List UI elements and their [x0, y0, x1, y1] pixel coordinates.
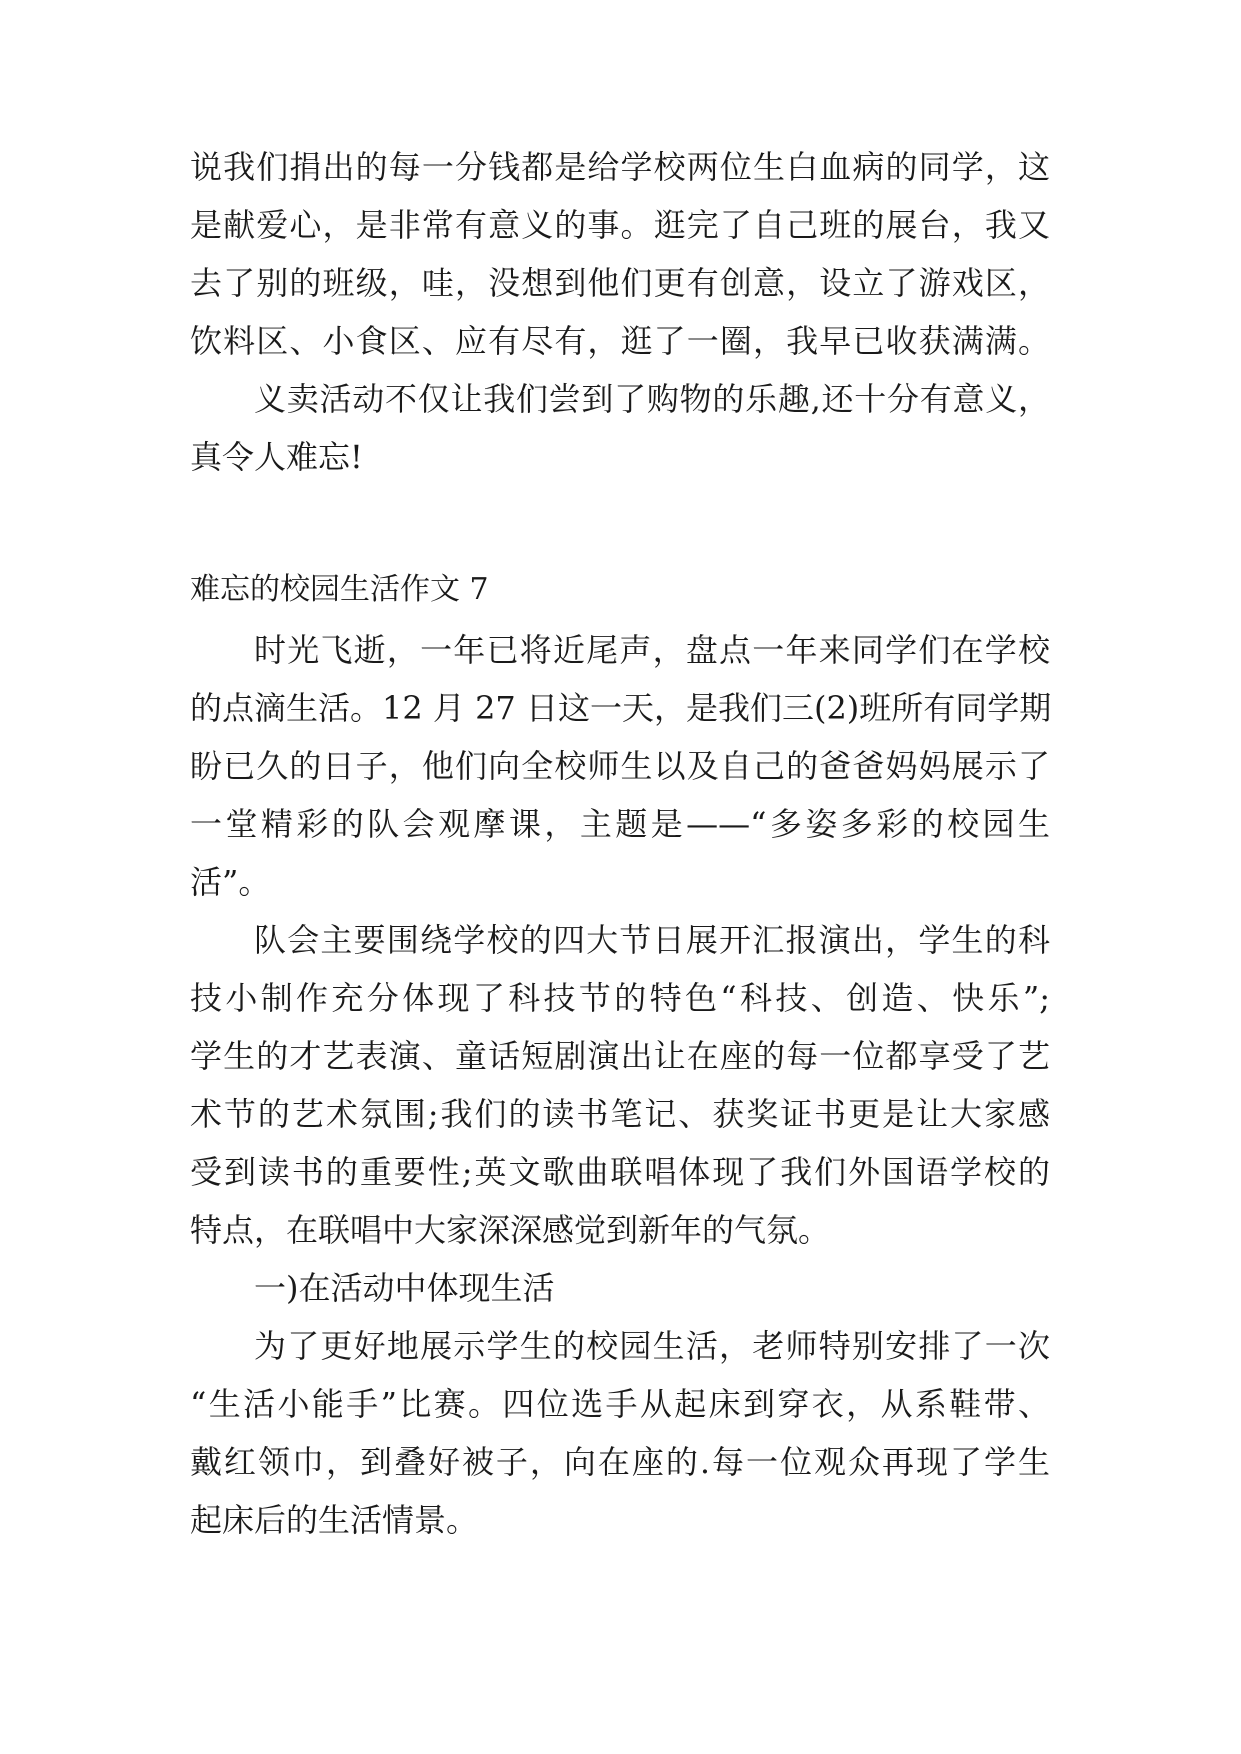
text-line: 活”。 — [190, 863, 271, 901]
text-line: 说我们捐出的每一分钱都是给学校两位生白血病的同学，这 — [190, 148, 1050, 186]
text-line: 饮料区、小食区、应有尽有，逛了一圈，我早已收获满满。 — [190, 322, 1050, 360]
sub-heading: 一)在活动中体现生活 — [254, 1269, 555, 1307]
text-line: 队会主要围绕学校的四大节日展开汇报演出，学生的科 — [254, 921, 1050, 959]
text-line: “生活小能手”比赛。四位选手从起床到穿衣，从系鞋带、 — [190, 1385, 1050, 1423]
text-line: 受到读书的重要性;英文歌曲联唱体现了我们外国语学校的 — [190, 1153, 1050, 1191]
text-line: 义卖活动不仅让我们尝到了购物的乐趣,还十分有意义， — [254, 380, 1050, 418]
text-line: 一堂精彩的队会观摩课，主题是——“多姿多彩的校园生 — [190, 805, 1050, 843]
text-line: 戴红领巾，到叠好被子，向在座的.每一位观众再现了学生 — [190, 1443, 1050, 1481]
text-line: 术节的艺术氛围;我们的读书笔记、获奖证书更是让大家感 — [190, 1095, 1050, 1133]
text-line: 技小制作充分体现了科技节的特色“科技、创造、快乐”; — [190, 979, 1050, 1017]
text-line: 特点，在联唱中大家深深感觉到新年的气氛。 — [190, 1211, 831, 1249]
text-line: 起床后的生活情景。 — [190, 1501, 479, 1539]
text-line: 去了别的班级，哇，没想到他们更有创意，设立了游戏区， — [190, 264, 1050, 302]
text-line: 为了更好地展示学生的校园生活，老师特别安排了一次 — [254, 1327, 1050, 1365]
text-line: 盼已久的日子，他们向全校师生以及自己的爸爸妈妈展示了 — [190, 747, 1050, 785]
text-line: 真令人难忘! — [190, 438, 363, 476]
text-line: 的点滴生活。12 月 27 日这一天，是我们三(2)班所有同学期 — [190, 689, 1052, 727]
text-line: 是献爱心，是非常有意义的事。逛完了自己班的展台，我又 — [190, 206, 1050, 244]
text-line: 学生的才艺表演、童话短剧演出让在座的每一位都享受了艺 — [190, 1037, 1050, 1075]
section-heading: 难忘的校园生活作文 7 — [190, 572, 489, 607]
text-line: 时光飞逝，一年已将近尾声，盘点一年来同学们在学校 — [254, 631, 1050, 669]
